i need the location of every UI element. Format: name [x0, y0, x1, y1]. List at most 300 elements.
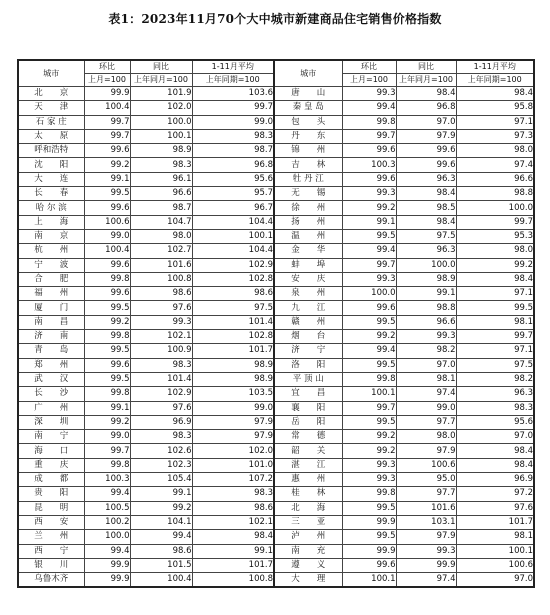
avg-index-left: 98.6 — [192, 287, 274, 301]
mom-index-right: 99.6 — [342, 172, 396, 186]
avg-index-right: 100.6 — [456, 558, 534, 572]
mom-index-left: 100.4 — [84, 244, 130, 258]
yoy-index-left: 102.6 — [130, 444, 192, 458]
avg-index-left: 104.4 — [192, 244, 274, 258]
yoy-index-left: 96.1 — [130, 172, 192, 186]
mom-index-left: 99.6 — [84, 358, 130, 372]
avg-index-right: 98.0 — [456, 244, 534, 258]
city-name-right: 韶 关 — [274, 444, 342, 458]
yoy-index-left: 102.0 — [130, 101, 192, 115]
mom-index-left: 100.5 — [84, 501, 130, 515]
mom-index-left: 99.7 — [84, 444, 130, 458]
avg-base-right: 上年同期=100 — [456, 74, 534, 87]
city-name-left: 天 津 — [18, 101, 84, 115]
yoy-index-right: 97.0 — [396, 358, 456, 372]
table-row — [18, 544, 534, 558]
avg-index-left: 98.6 — [192, 501, 274, 515]
avg-index-right: 97.1 — [456, 344, 534, 358]
avg-index-left: 98.4 — [192, 530, 274, 544]
yoy-index-right: 97.7 — [396, 415, 456, 429]
city-name-right: 洛 阳 — [274, 358, 342, 372]
avg-index-right: 97.5 — [456, 358, 534, 372]
avg-index-right: 98.1 — [456, 530, 534, 544]
table-row — [18, 387, 534, 401]
table-row — [18, 172, 534, 186]
yoy-index-right: 98.4 — [396, 215, 456, 229]
mom-index-right: 99.2 — [342, 444, 396, 458]
table-row — [18, 201, 534, 215]
city-name-left: 重 庆 — [18, 458, 84, 472]
avg-index-left: 101.0 — [192, 458, 274, 472]
table-row — [18, 129, 534, 143]
mom-index-left: 99.4 — [84, 487, 130, 501]
city-name-right: 包 头 — [274, 115, 342, 129]
yoy-index-right: 97.0 — [396, 115, 456, 129]
table-row — [18, 229, 534, 243]
yoy-index-left: 99.3 — [130, 315, 192, 329]
yoy-index-right: 97.9 — [396, 129, 456, 143]
tongbi-header-left: 同比 — [130, 60, 192, 74]
table-row — [18, 258, 534, 272]
avg-index-right: 98.4 — [456, 458, 534, 472]
table-row — [18, 444, 534, 458]
city-name-left: 乌鲁木齐 — [18, 573, 84, 588]
table-row — [18, 115, 534, 129]
table-row — [18, 315, 534, 329]
yoy-index-right: 99.6 — [396, 144, 456, 158]
avg-index-left: 99.7 — [192, 101, 274, 115]
avg-index-right: 99.5 — [456, 301, 534, 315]
city-name-left: 上 海 — [18, 215, 84, 229]
city-name-left: 呼和浩特 — [18, 144, 84, 158]
mom-index-left: 99.6 — [84, 287, 130, 301]
mom-index-left: 99.1 — [84, 401, 130, 415]
mom-index-right: 99.8 — [342, 487, 396, 501]
city-name-right: 牡 丹 江 — [274, 172, 342, 186]
avg-header-right: 1-11月平均 — [456, 60, 534, 74]
mom-index-left: 99.9 — [84, 573, 130, 588]
mom-index-right: 99.7 — [342, 401, 396, 415]
yoy-index-left: 97.6 — [130, 301, 192, 315]
avg-index-right: 97.4 — [456, 158, 534, 172]
city-name-left: 南 昌 — [18, 315, 84, 329]
mom-index-left: 99.6 — [84, 201, 130, 215]
table-row — [18, 344, 534, 358]
table-row — [18, 215, 534, 229]
yoy-index-right: 100.6 — [396, 458, 456, 472]
yoy-index-left: 98.6 — [130, 287, 192, 301]
huanbi-header-left: 环比 — [84, 60, 130, 74]
avg-index-right: 98.4 — [456, 87, 534, 101]
avg-index-right: 97.0 — [456, 430, 534, 444]
table-row — [18, 501, 534, 515]
city-name-left: 厦 门 — [18, 301, 84, 315]
yoy-index-right: 98.4 — [396, 187, 456, 201]
yoy-index-left: 98.3 — [130, 430, 192, 444]
yoy-index-left: 100.0 — [130, 115, 192, 129]
mom-index-left: 99.8 — [84, 330, 130, 344]
mom-index-right: 99.4 — [342, 244, 396, 258]
avg-index-right: 97.6 — [456, 501, 534, 515]
mom-index-left: 100.3 — [84, 473, 130, 487]
mom-index-left: 99.2 — [84, 315, 130, 329]
city-name-left: 青 岛 — [18, 344, 84, 358]
city-name-left: 大 连 — [18, 172, 84, 186]
avg-index-right: 98.0 — [456, 144, 534, 158]
city-name-right: 南 充 — [274, 544, 342, 558]
mom-index-right: 100.1 — [342, 387, 396, 401]
table-row — [18, 101, 534, 115]
city-name-right: 无 锡 — [274, 187, 342, 201]
yoy-index-left: 98.3 — [130, 358, 192, 372]
avg-header-left: 1-11月平均 — [192, 60, 274, 74]
avg-index-left: 103.5 — [192, 387, 274, 401]
city-name-right: 赣 州 — [274, 315, 342, 329]
avg-index-left: 99.0 — [192, 401, 274, 415]
mom-index-right: 99.3 — [342, 187, 396, 201]
yoy-index-left: 100.1 — [130, 129, 192, 143]
mom-index-right: 99.1 — [342, 215, 396, 229]
city-name-left: 沈 阳 — [18, 158, 84, 172]
yoy-index-left: 98.9 — [130, 144, 192, 158]
city-name-left: 贵 阳 — [18, 487, 84, 501]
mom-index-right: 99.5 — [342, 315, 396, 329]
tongbi-base-left: 上年同月=100 — [130, 74, 192, 87]
yoy-index-right: 97.7 — [396, 487, 456, 501]
city-name-right: 宜 昌 — [274, 387, 342, 401]
city-name-right: 襄 阳 — [274, 401, 342, 415]
avg-index-left: 102.8 — [192, 330, 274, 344]
mom-index-right: 100.0 — [342, 287, 396, 301]
city-name-left: 石 家 庄 — [18, 115, 84, 129]
avg-index-left: 98.9 — [192, 358, 274, 372]
table-row — [18, 558, 534, 572]
yoy-index-right: 99.6 — [396, 158, 456, 172]
mom-index-right: 99.6 — [342, 144, 396, 158]
mom-index-left: 99.5 — [84, 301, 130, 315]
table-row — [18, 487, 534, 501]
avg-index-right: 98.4 — [456, 444, 534, 458]
city-name-left: 南 宁 — [18, 430, 84, 444]
city-name-right: 吉 林 — [274, 158, 342, 172]
city-name-left: 太 原 — [18, 129, 84, 143]
mom-index-right: 99.5 — [342, 530, 396, 544]
avg-index-left: 98.3 — [192, 129, 274, 143]
city-name-left: 济 南 — [18, 330, 84, 344]
mom-index-left: 100.6 — [84, 215, 130, 229]
avg-index-right: 97.3 — [456, 129, 534, 143]
table-row — [18, 401, 534, 415]
avg-index-left: 100.1 — [192, 229, 274, 243]
avg-index-right: 100.0 — [456, 201, 534, 215]
yoy-index-left: 99.1 — [130, 487, 192, 501]
city-name-right: 北 海 — [274, 501, 342, 515]
table-title: 表1：2023年11月70个大中城市新建商品住宅销售价格指数 — [108, 12, 442, 26]
yoy-index-right: 99.1 — [396, 287, 456, 301]
city-name-right: 锦 州 — [274, 144, 342, 158]
table-row — [18, 244, 534, 258]
yoy-index-right: 96.6 — [396, 315, 456, 329]
avg-index-left: 95.6 — [192, 172, 274, 186]
mom-index-right: 99.6 — [342, 558, 396, 572]
yoy-index-left: 100.9 — [130, 344, 192, 358]
avg-index-left: 97.9 — [192, 415, 274, 429]
mom-index-left: 99.2 — [84, 158, 130, 172]
mom-index-left: 99.6 — [84, 258, 130, 272]
avg-index-right: 95.6 — [456, 415, 534, 429]
table-row — [18, 272, 534, 286]
city-name-right: 惠 州 — [274, 473, 342, 487]
avg-index-right: 95.3 — [456, 229, 534, 243]
yoy-index-left: 97.6 — [130, 401, 192, 415]
mom-index-left: 99.6 — [84, 144, 130, 158]
mom-index-right: 99.8 — [342, 372, 396, 386]
mom-index-right: 99.2 — [342, 430, 396, 444]
avg-index-right: 97.1 — [456, 287, 534, 301]
avg-index-left: 102.1 — [192, 515, 274, 529]
yoy-index-right: 99.9 — [396, 558, 456, 572]
avg-index-right: 99.2 — [456, 258, 534, 272]
avg-index-right: 97.1 — [456, 115, 534, 129]
city-name-left: 广 州 — [18, 401, 84, 415]
city-name-right: 九 江 — [274, 301, 342, 315]
avg-index-right: 96.3 — [456, 387, 534, 401]
avg-index-right: 98.3 — [456, 401, 534, 415]
mom-index-right: 99.7 — [342, 129, 396, 143]
city-name-right: 平 顶 山 — [274, 372, 342, 386]
mom-index-left: 100.4 — [84, 101, 130, 115]
mom-index-right: 100.1 — [342, 573, 396, 588]
avg-index-right: 101.7 — [456, 515, 534, 529]
mom-index-right: 99.3 — [342, 473, 396, 487]
mom-index-right: 99.6 — [342, 301, 396, 315]
avg-index-left: 101.4 — [192, 315, 274, 329]
mom-index-right: 99.3 — [342, 272, 396, 286]
avg-index-right: 96.9 — [456, 473, 534, 487]
mom-index-right: 99.4 — [342, 101, 396, 115]
avg-index-right: 99.7 — [456, 330, 534, 344]
table-body — [18, 87, 534, 588]
yoy-index-right: 98.2 — [396, 344, 456, 358]
yoy-index-left: 98.0 — [130, 229, 192, 243]
mom-index-right: 99.9 — [342, 544, 396, 558]
yoy-index-right: 97.5 — [396, 229, 456, 243]
yoy-index-left: 101.9 — [130, 87, 192, 101]
city-name-right: 扬 州 — [274, 215, 342, 229]
mom-index-right: 99.2 — [342, 201, 396, 215]
table-row — [18, 473, 534, 487]
yoy-index-left: 98.3 — [130, 158, 192, 172]
yoy-index-right: 101.6 — [396, 501, 456, 515]
city-name-left: 武 汉 — [18, 372, 84, 386]
mom-index-left: 99.7 — [84, 129, 130, 143]
avg-index-left: 102.8 — [192, 272, 274, 286]
city-name-right: 常 德 — [274, 430, 342, 444]
avg-index-right: 98.8 — [456, 187, 534, 201]
yoy-index-right: 100.0 — [396, 258, 456, 272]
city-name-right: 安 庆 — [274, 272, 342, 286]
city-name-left: 长 春 — [18, 187, 84, 201]
table-row — [18, 87, 534, 101]
city-name-right: 大 理 — [274, 573, 342, 588]
city-name-right: 三 亚 — [274, 515, 342, 529]
yoy-index-right: 98.5 — [396, 201, 456, 215]
city-name-left: 西 宁 — [18, 544, 84, 558]
tongbi-header-right: 同比 — [396, 60, 456, 74]
mom-index-left: 99.1 — [84, 172, 130, 186]
avg-index-left: 107.2 — [192, 473, 274, 487]
city-name-right: 泸 州 — [274, 530, 342, 544]
avg-base-left: 上年同期=100 — [192, 74, 274, 87]
avg-index-left: 95.7 — [192, 187, 274, 201]
mom-index-left: 99.9 — [84, 87, 130, 101]
mom-index-left: 99.0 — [84, 430, 130, 444]
avg-index-left: 102.0 — [192, 444, 274, 458]
avg-index-left: 101.7 — [192, 558, 274, 572]
city-name-left: 成 都 — [18, 473, 84, 487]
avg-index-right: 98.2 — [456, 372, 534, 386]
avg-index-left: 96.7 — [192, 201, 274, 215]
city-name-left: 深 圳 — [18, 415, 84, 429]
city-name-left: 杭 州 — [18, 244, 84, 258]
city-name-right: 济 宁 — [274, 344, 342, 358]
city-name-right: 烟 台 — [274, 330, 342, 344]
avg-index-left: 100.8 — [192, 573, 274, 588]
mom-index-right: 99.3 — [342, 87, 396, 101]
avg-index-right: 98.4 — [456, 272, 534, 286]
mom-index-left: 99.9 — [84, 558, 130, 572]
yoy-index-right: 98.9 — [396, 272, 456, 286]
city-name-right: 遵 义 — [274, 558, 342, 572]
mom-index-right: 99.8 — [342, 115, 396, 129]
yoy-index-left: 99.4 — [130, 530, 192, 544]
tongbi-base-right: 上年同月=100 — [396, 74, 456, 87]
mom-index-right: 99.5 — [342, 415, 396, 429]
city-name-left: 哈 尔 滨 — [18, 201, 84, 215]
yoy-index-left: 99.2 — [130, 501, 192, 515]
city-name-left: 合 肥 — [18, 272, 84, 286]
yoy-index-left: 104.7 — [130, 215, 192, 229]
mom-index-right: 100.3 — [342, 158, 396, 172]
avg-index-left: 104.4 — [192, 215, 274, 229]
city-name-right: 唐 山 — [274, 87, 342, 101]
huanbi-header-right: 环比 — [342, 60, 396, 74]
city-name-right: 蚌 埠 — [274, 258, 342, 272]
header-row-1 — [18, 60, 534, 74]
table-row — [18, 530, 534, 544]
price-index-table — [17, 59, 535, 588]
city-name-right: 徐 州 — [274, 201, 342, 215]
avg-index-right: 98.1 — [456, 315, 534, 329]
city-name-left: 郑 州 — [18, 358, 84, 372]
mom-index-left: 99.5 — [84, 372, 130, 386]
yoy-index-left: 100.4 — [130, 573, 192, 588]
yoy-index-left: 101.6 — [130, 258, 192, 272]
yoy-index-right: 98.8 — [396, 301, 456, 315]
yoy-index-right: 98.0 — [396, 430, 456, 444]
yoy-index-right: 98.1 — [396, 372, 456, 386]
mom-index-left: 99.8 — [84, 387, 130, 401]
city-header-right: 城市 — [274, 60, 342, 87]
yoy-index-right: 96.3 — [396, 172, 456, 186]
yoy-index-left: 102.9 — [130, 387, 192, 401]
avg-index-left: 101.7 — [192, 344, 274, 358]
table-row — [18, 301, 534, 315]
yoy-index-right: 95.0 — [396, 473, 456, 487]
yoy-index-right: 98.4 — [396, 87, 456, 101]
yoy-index-left: 102.1 — [130, 330, 192, 344]
yoy-index-right: 99.3 — [396, 544, 456, 558]
avg-index-right: 100.1 — [456, 544, 534, 558]
yoy-index-right: 99.0 — [396, 401, 456, 415]
mom-index-right: 99.9 — [342, 515, 396, 529]
city-name-right: 桂 林 — [274, 487, 342, 501]
avg-index-right: 97.0 — [456, 573, 534, 588]
table-row — [18, 458, 534, 472]
mom-index-right: 99.3 — [342, 458, 396, 472]
city-name-right: 秦 皇 岛 — [274, 101, 342, 115]
mom-index-left: 100.2 — [84, 515, 130, 529]
city-name-right: 岳 阳 — [274, 415, 342, 429]
avg-index-left: 103.6 — [192, 87, 274, 101]
mom-index-left: 99.0 — [84, 229, 130, 243]
yoy-index-left: 105.4 — [130, 473, 192, 487]
city-name-left: 银 川 — [18, 558, 84, 572]
city-name-right: 湛 江 — [274, 458, 342, 472]
yoy-index-right: 97.9 — [396, 444, 456, 458]
city-name-left: 兰 州 — [18, 530, 84, 544]
mom-index-right: 99.5 — [342, 501, 396, 515]
mom-index-right: 99.5 — [342, 358, 396, 372]
yoy-index-left: 102.7 — [130, 244, 192, 258]
city-name-right: 丹 东 — [274, 129, 342, 143]
city-name-right: 金 华 — [274, 244, 342, 258]
city-header-left: 城市 — [18, 60, 84, 87]
table-row — [18, 330, 534, 344]
avg-index-right: 97.2 — [456, 487, 534, 501]
mom-index-left: 99.2 — [84, 415, 130, 429]
mom-index-right: 99.7 — [342, 258, 396, 272]
mom-index-left: 99.7 — [84, 115, 130, 129]
yoy-index-left: 98.6 — [130, 544, 192, 558]
table-row — [18, 158, 534, 172]
city-name-left: 北 京 — [18, 87, 84, 101]
city-name-left: 海 口 — [18, 444, 84, 458]
table-row — [18, 144, 534, 158]
table-row — [18, 573, 534, 588]
yoy-index-right: 96.3 — [396, 244, 456, 258]
city-name-left: 宁 波 — [18, 258, 84, 272]
table-row — [18, 515, 534, 529]
yoy-index-left: 98.7 — [130, 201, 192, 215]
mom-index-left: 99.4 — [84, 544, 130, 558]
avg-index-right: 96.6 — [456, 172, 534, 186]
mom-index-right: 99.5 — [342, 229, 396, 243]
table-row — [18, 287, 534, 301]
yoy-index-left: 101.5 — [130, 558, 192, 572]
yoy-index-right: 97.4 — [396, 387, 456, 401]
huanbi-base-right: 上月=100 — [342, 74, 396, 87]
mom-index-left: 99.5 — [84, 344, 130, 358]
mom-index-left: 99.8 — [84, 458, 130, 472]
yoy-index-left: 101.4 — [130, 372, 192, 386]
avg-index-left: 98.3 — [192, 487, 274, 501]
yoy-index-left: 100.8 — [130, 272, 192, 286]
mom-index-left: 99.8 — [84, 272, 130, 286]
city-name-left: 西 安 — [18, 515, 84, 529]
yoy-index-right: 97.9 — [396, 530, 456, 544]
avg-index-left: 98.9 — [192, 372, 274, 386]
